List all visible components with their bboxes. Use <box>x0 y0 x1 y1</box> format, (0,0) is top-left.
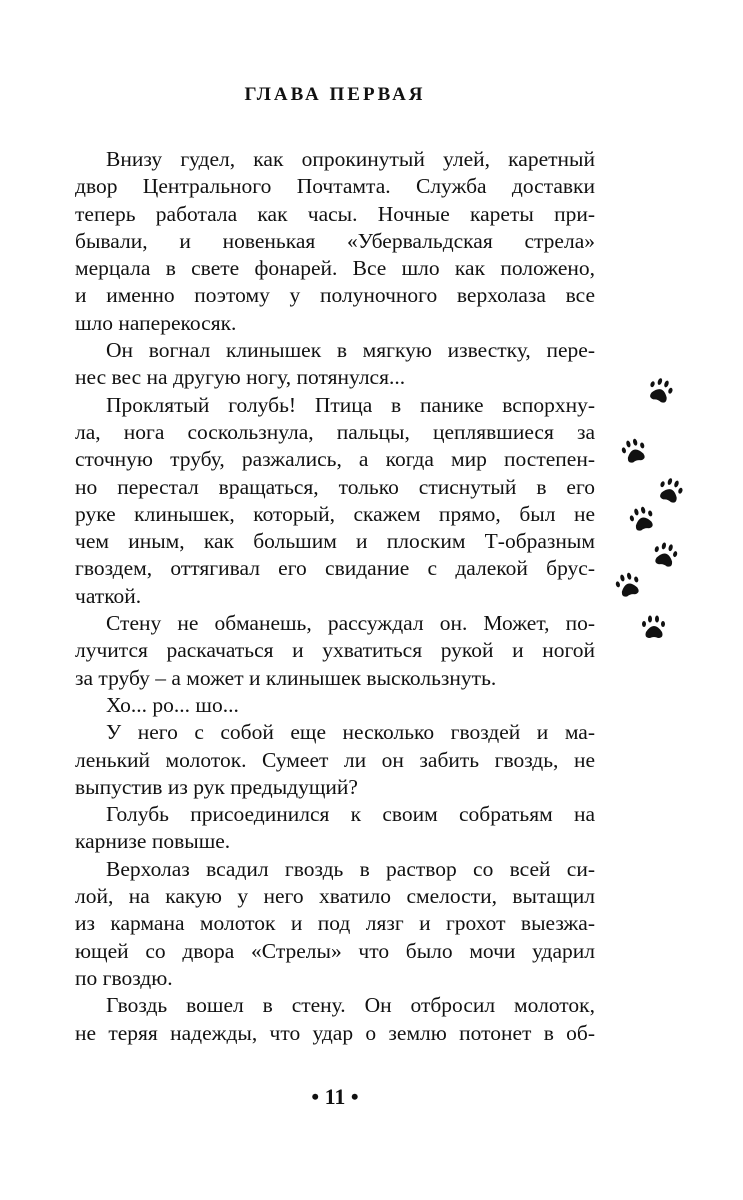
paw-icon <box>614 571 642 599</box>
text-line: Проклятый голубь! Птица в панике вспорхну- <box>106 392 595 417</box>
text-line: нес вес на другую ногу, потянулся... <box>75 365 406 390</box>
text-line: Верхолаз всадил гвоздь в раствор со всей си- <box>106 856 595 881</box>
text-line: Гвоздь вошел в стену. Он отбросил молоток, <box>106 993 595 1018</box>
paw-icon <box>651 540 679 568</box>
text-line: карнизе повыше. <box>75 829 231 854</box>
text-line: Хо... ро... шо... <box>106 692 239 717</box>
text-line: руке клинышек, который, скажем прямо, был не <box>75 501 595 526</box>
text-line: Внизу гудел, как опрокинутый улей, каретный <box>106 147 595 171</box>
text-line: ленький молоток. Сумеет ли он забить гвоздь, не <box>75 747 595 772</box>
text-line: за трубу – а может и клинышек выскользнуть. <box>75 665 497 690</box>
text-line: лучится раскачаться и ухватиться рукой и ногой <box>75 638 595 663</box>
text-line: чем иным, как большим и плоским Т-образным <box>75 529 595 554</box>
text-line: по гвоздю. <box>75 965 173 990</box>
body-text <box>75 146 595 1047</box>
text-line: бывали, и новенькая «Убервальдская стрела» <box>75 228 595 253</box>
text-line: и именно поэтому у полуночного верхолаза все <box>75 283 595 308</box>
text-line: Он вогнал клинышек в мягкую известку, пере- <box>106 338 595 363</box>
paw-icon <box>642 616 665 639</box>
text-line: ла, нога соскользнула, пальцы, цеплявшиеся за <box>75 419 595 444</box>
text-line: ющей со двора «Стрелы» что было мочи ударил <box>75 938 595 963</box>
text-line: двор Центрального Почтамта. Служба доставки <box>75 174 595 199</box>
paw-icon <box>628 505 656 533</box>
chapter-title: ГЛАВА ПЕРВАЯ <box>244 84 426 105</box>
text-line: из кармана молоток и под лязг и грохот выезжа- <box>75 911 595 936</box>
paw-icon <box>656 476 685 505</box>
text-line: Голубь присоединился к своим собратьям на <box>106 802 595 827</box>
text-line: теперь работала как часы. Ночные кареты при- <box>75 201 595 226</box>
paw-icon <box>646 376 675 405</box>
paw-icon <box>620 437 648 465</box>
text-line: У него с собой еще несколько гвоздей и ма- <box>106 720 595 745</box>
text-line: чаткой. <box>75 583 142 608</box>
text-line: Стену не обманешь, рассуждал он. Может, по- <box>106 611 595 636</box>
text-line: но перестал вращаться, только стиснутый в его <box>75 474 595 499</box>
text-line: мерцала в свете фонарей. Все шло как положено, <box>75 256 595 281</box>
text-line: не теряя надежды, что удар о землю потонет в об- <box>75 1020 595 1045</box>
text-line: выпустив из рук предыдущий? <box>75 774 358 799</box>
text-line: гвоздем, оттягивал его свидание с далекой брус- <box>75 556 595 581</box>
text-line: шло наперекосяк. <box>75 310 237 335</box>
paw-prints-icon <box>612 370 712 650</box>
page-number: • 11 • <box>311 1084 359 1109</box>
text-line: сточную трубу, разжались, а когда мир постепен- <box>75 447 595 472</box>
text-line: лой, на какую у него хватило смелости, вытащил <box>75 884 595 909</box>
